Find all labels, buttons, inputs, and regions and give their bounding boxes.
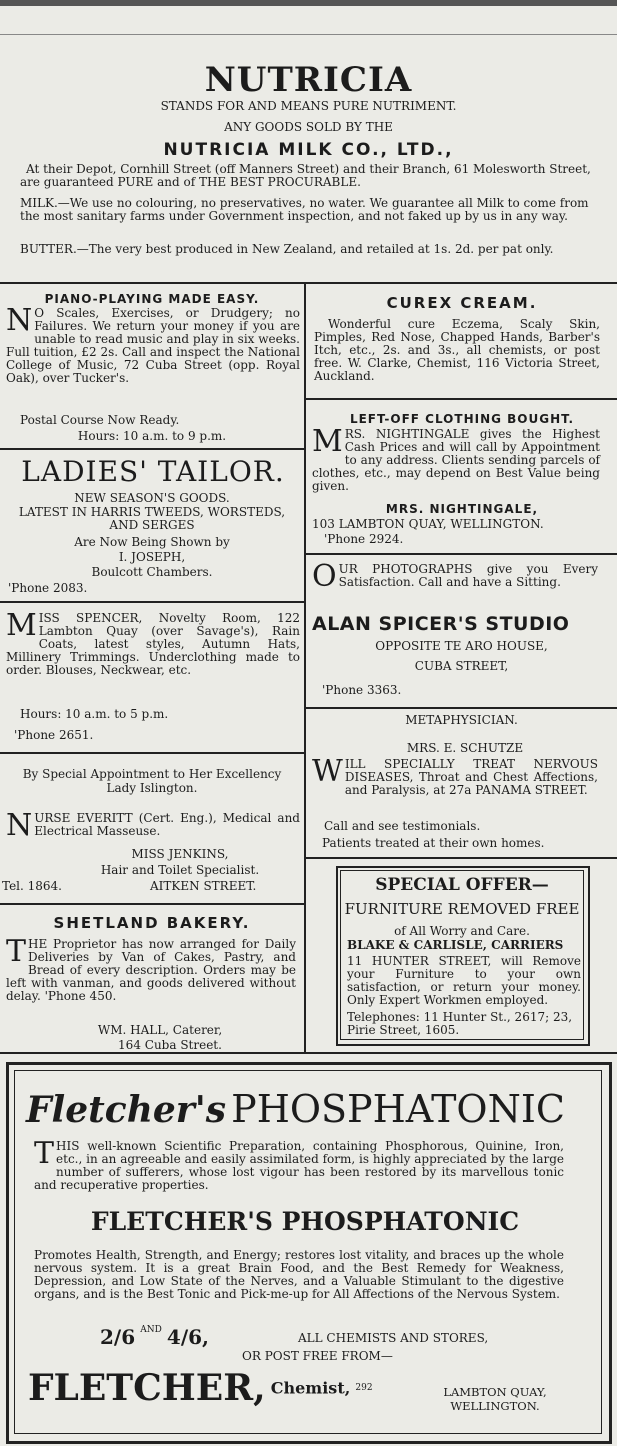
bottom-section-rule xyxy=(0,1052,617,1054)
fletcher-quay: LAMBTON QUAY, xyxy=(443,1385,547,1399)
nurse-dropcap: N xyxy=(6,808,33,843)
tailor-place: Boulcott Chambers. xyxy=(91,565,213,579)
meta-name: MRS. E. SCHUTZE xyxy=(406,741,524,755)
photo-dropcap: O xyxy=(312,559,337,594)
curex-rule xyxy=(306,398,617,400)
nurse-body: URSE EVERITT (Cert. Eng.), Medical and Electrical Masseuse. xyxy=(34,811,300,838)
meta-dropcap: W xyxy=(312,754,343,789)
spencer-ad xyxy=(6,608,300,677)
tailor-title: LADIES' TAILOR. xyxy=(21,455,285,488)
nurse-ad xyxy=(6,808,300,843)
piano-rule xyxy=(0,448,304,450)
fletcher-name: FLETCHER, xyxy=(28,1367,266,1409)
fletcher-title-script: Fletcher's xyxy=(26,1089,227,1131)
photo-studio: ALAN SPICER'S STUDIO xyxy=(312,613,570,635)
spencer-rule xyxy=(0,752,304,754)
photo-opp: OPPOSITE TE ARO HOUSE, xyxy=(375,639,548,653)
tailor-line1: NEW SEASON'S GOODS. xyxy=(74,491,230,505)
fletcher-chemist: Chemist, xyxy=(270,1378,351,1398)
nutricia-butter: BUTTER.—The very best produced in New Zealand, and retailed at 1s. 2d. per pat only. xyxy=(20,242,554,256)
nurse-jenkins: MISS JENKINS, xyxy=(131,847,229,861)
clothing-rule xyxy=(306,553,617,555)
bakery-dropcap: T xyxy=(6,934,27,969)
nurse-appt2: Lady Islington. xyxy=(106,781,198,795)
top-rule xyxy=(0,34,617,35)
piano-dropcap: N xyxy=(6,303,33,338)
photo-phone: 'Phone 3363. xyxy=(322,683,402,697)
fletcher-and: AND xyxy=(140,1325,162,1335)
clothing-heading: LEFT-OFF CLOTHING BOUGHT. xyxy=(349,412,575,426)
fletcher-num: 292 xyxy=(355,1383,373,1393)
tailor-phone: 'Phone 2083. xyxy=(8,581,88,595)
fletcher-intro-ad xyxy=(34,1136,564,1192)
bakery-body: HE Proprietor has now arranged for Daily Deliveries by Van of Cakes, Pastry, and Bread of every description. Orders may be left with vanman, and goods delivered without delay. 'Phone 450. xyxy=(6,937,296,1003)
tailor-line2: LATEST IN HARRIS TWEEDS, WORSTEDS, AND SERGES xyxy=(18,505,286,532)
clothing-address: 103 LAMBTON QUAY, WELLINGTON. xyxy=(312,517,544,531)
fletcher-prices xyxy=(100,1325,209,1349)
clothing-name: MRS. NIGHTINGALE, xyxy=(385,502,539,516)
bakery-ad xyxy=(6,934,296,1003)
bakery-addr: 164 Cuba Street. xyxy=(118,1038,222,1052)
fletcher-stores: ALL CHEMISTS AND STORES, xyxy=(298,1331,489,1345)
bakery-sig: WM. HALL, Caterer, xyxy=(97,1023,223,1037)
piano-ad xyxy=(6,303,300,385)
meta-heading: METAPHYSICIAN. xyxy=(405,713,518,727)
nurse-appt1: By Special Appointment to Her Excellency xyxy=(22,767,282,781)
spencer-phone: 'Phone 2651. xyxy=(14,728,94,742)
clothing-phone: 'Phone 2924. xyxy=(324,532,404,546)
offer-body: 11 HUNTER STREET, will Remove your Furniture to your own satisfaction, or return your money. Only Expert Workmen employed. xyxy=(347,954,581,1007)
photo-ad xyxy=(312,559,598,594)
clothing-body: RS. NIGHTINGALE gives the Highest Cash Prices and will call by Appointment to any address. Clients sending parcels of clothes, etc., may depend on Best Value being given. xyxy=(312,427,600,493)
tailor-rule xyxy=(0,601,304,603)
nutricia-title: NUTRICIA xyxy=(204,60,413,100)
nurse-street: AITKEN STREET. xyxy=(150,879,257,893)
photo-street: CUBA STREET, xyxy=(414,659,509,673)
clothing-ad xyxy=(312,424,600,493)
right-top xyxy=(308,290,309,291)
nutricia-line2: ANY GOODS SOLD BY THE xyxy=(224,120,393,134)
offer-tel: Telephones: 11 Hunter St., 2617; 23, Pirie Street, 1605. xyxy=(347,1010,573,1037)
spencer-body: ISS SPENCER, Novelty Room, 122 Lambton Quay (over Savage's), Rain Coats, latest styles, Autumn Hats, Millinery Trimmings. Underclothing made to order. Blouses, Neckwear, etc. xyxy=(6,611,300,677)
piano-body: O Scales, Exercises, or Drudgery; no Failures. We return your money if you are unable to read music and play in six weeks. Full tuition, £2 2s. Call and inspect the National College of Music, 72 Cuba Street (opp. Royal Oak), over Tucker's. xyxy=(6,306,300,385)
nutricia-milk: MILK.—We use no colouring, no preservatives, no water. We guarantee all Milk to come from the most sanitary farms under Government inspection, and not faked up by us in any way. xyxy=(20,196,589,223)
offer-sub: FURNITURE REMOVED FREE xyxy=(344,900,580,918)
fletcher-title2: FLETCHER'S PHOSPHATONIC xyxy=(90,1207,520,1236)
fletcher-title-caps: PHOSPHATONIC xyxy=(231,1087,565,1131)
piano-postal: Postal Course Now Ready. xyxy=(20,413,180,427)
nurse-hair: Hair and Toilet Specialist. xyxy=(100,863,260,877)
nutricia-line1: STANDS FOR AND MEANS PURE NUTRIMENT. xyxy=(160,99,457,113)
bakery-heading: SHETLAND BAKERY. xyxy=(53,914,251,932)
spencer-hours: Hours: 10 a.m. to 5 p.m. xyxy=(20,707,169,721)
fletcher-city: WELLINGTON. xyxy=(450,1399,540,1413)
curex-body: Wonderful cure Eczema, Scaly Skin, Pimples, Red Nose, Chapped Hands, Barber's Itch, etc., 2s. and 3s., all chemists, or post free. W. Clarke, Chemist, 116 Victoria Street, Auckland. xyxy=(314,317,600,383)
meta-patients: Patients treated at their own homes. xyxy=(322,836,545,850)
meta-call: Call and see testimonials. xyxy=(324,819,481,833)
meta-body: ILL SPECIALLY TREAT NERVOUS DISEASES, Throat and Chest Affections, and Paralysis, at 27a PANAMA STREET. xyxy=(344,757,598,797)
nutricia-bottom-rule xyxy=(0,282,617,284)
curex-heading: CUREX CREAM. xyxy=(386,294,538,312)
fletcher-title xyxy=(26,1087,596,1133)
fletcher-price2: 4/6, xyxy=(166,1325,210,1349)
fletcher-dropcap: T xyxy=(34,1136,55,1171)
offer-line1: of All Worry and Care. xyxy=(394,924,530,938)
nurse-rule xyxy=(0,903,304,905)
offer-carriers: BLAKE & CARLISLE, CARRIERS xyxy=(347,938,564,952)
clothing-dropcap: M xyxy=(312,424,343,459)
nutricia-body: At their Depot, Cornhill Street (off Manners Street) and their Branch, 61 Molesworth Street, are guaranteed PURE and of THE BEST PROCURABLE. xyxy=(20,162,591,189)
meta-rule xyxy=(306,857,617,859)
tailor-line3: Are Now Being Shown by xyxy=(74,535,230,549)
fletcher-price1: 2/6 xyxy=(100,1325,136,1349)
fletcher-body: Promotes Health, Strength, and Energy; restores lost vitality, and braces up the whole nervous system. It is a great Brain Food, and the Best Remedy for Weakness, Depression, and Low State of the Nerves, and a Valuable Stimulant to the digestive organs, and is the Best Tonic and Pick-me-up for All Affections of the Nervous System. xyxy=(34,1248,564,1301)
meta-ad xyxy=(312,754,598,797)
fletcher-intro: HIS well-known Scientific Preparation, containing Phosphorous, Quinine, Iron, etc., in an agreeable and easily assimilated form, is highly appreciated by the large number of sufferers, whose lost vigour has been restored by its marvellous tonic and recuperative properties. xyxy=(34,1139,564,1192)
piano-heading: PIANO-PLAYING MADE EASY. xyxy=(44,292,260,306)
nutricia-company: NUTRICIA MILK CO., LTD., xyxy=(163,140,454,160)
fletcher-post: OR POST FREE FROM— xyxy=(242,1349,393,1363)
tailor-name: I. JOSEPH, xyxy=(118,550,186,564)
photo-body: UR PHOTOGRAPHS give you Every Satisfaction. Call and have a Sitting. xyxy=(338,562,598,589)
nurse-tel: Tel. 1864. xyxy=(2,879,62,893)
spencer-dropcap: M xyxy=(6,608,37,643)
piano-hours: Hours: 10 a.m. to 9 p.m. xyxy=(77,429,227,443)
offer-heading: SPECIAL OFFER— xyxy=(375,875,549,895)
photo-rule xyxy=(306,707,617,709)
top-border xyxy=(0,0,617,6)
